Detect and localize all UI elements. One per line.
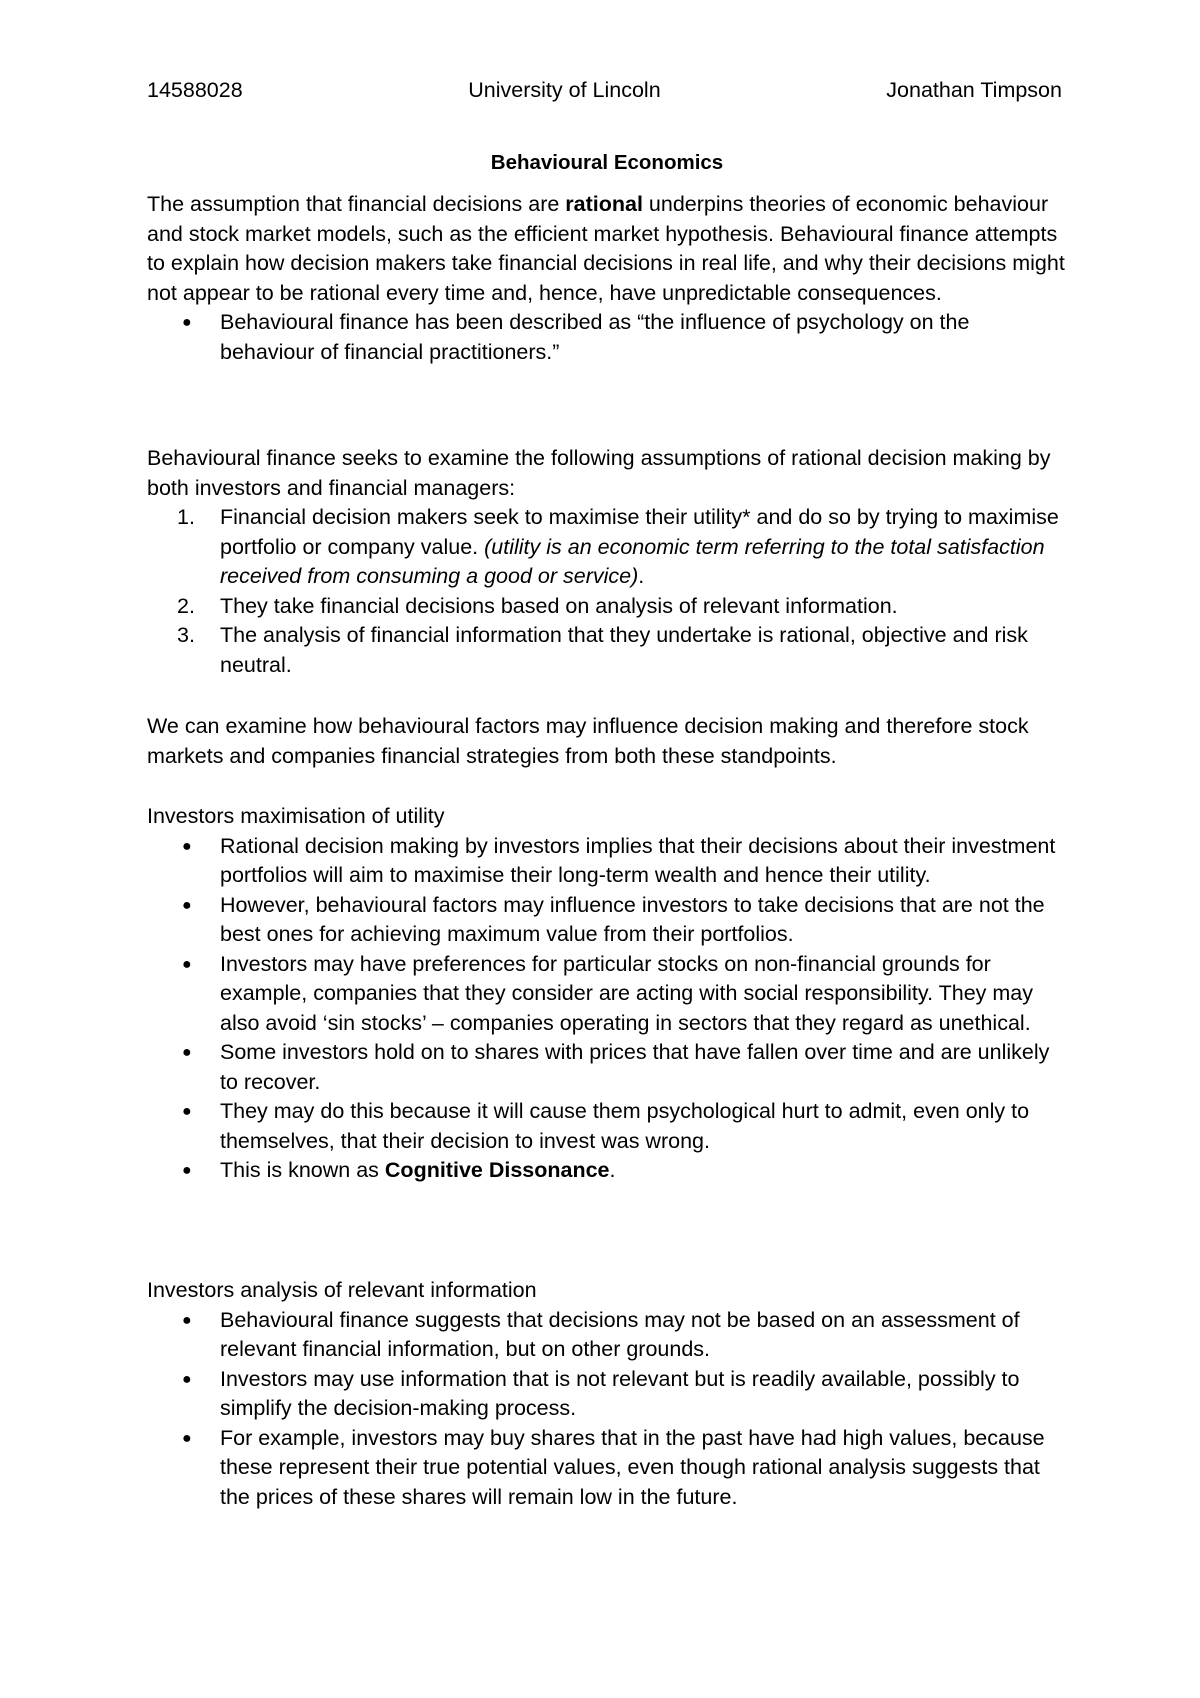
bullet-marker: ●	[182, 1044, 192, 1061]
examine-section	[147, 712, 1067, 771]
list-item-text: Behavioural finance has been described as “the influence of psychology on the behaviour of financial practitioners.”	[220, 310, 970, 364]
list-item	[147, 1306, 1067, 1365]
bullet-marker: ●	[182, 314, 192, 331]
list-item-text: Investors may have preferences for particular stocks on non-financial grounds for example, companies that they consider are acting with social responsibility. They may also avoid ‘sin stocks’ – companies operating in sectors that they regard as unethical.	[220, 951, 1034, 1035]
list-item-text: Rational decision making by investors implies that their decisions about their investment portfolios will aim to maximise their long-term wealth and hence their utility.	[220, 833, 1056, 887]
assumptions-section	[147, 444, 1067, 680]
intro-text-start: The assumption that financial decisions are	[147, 192, 566, 216]
list-item	[147, 1365, 1067, 1424]
assumptions-list	[147, 503, 1067, 680]
numbered-item	[147, 592, 1067, 622]
utility-section	[147, 802, 1067, 1186]
list-item	[147, 1156, 1067, 1186]
numbered-item	[147, 621, 1067, 680]
item-number: 1.	[177, 505, 195, 529]
list-item-tail: .	[609, 1158, 616, 1182]
list-item	[147, 1038, 1067, 1097]
examine-paragraph: We can examine how behavioural factors may influence decision making and therefore stock markets and companies financial strategies from both these standpoints.	[147, 714, 1029, 768]
list-item-text: Some investors hold on to shares with prices that have fallen over time and are unlikely to recover.	[220, 1040, 1050, 1094]
list-item	[147, 832, 1067, 891]
list-item-text: For example, investors may buy shares that in the past have had high values, because these represent their true potential values, even though rational analysis suggests that the prices of these shares will remain low in the future.	[220, 1425, 1045, 1509]
bullet-marker: ●	[182, 896, 192, 914]
bullet-marker: ●	[182, 1311, 192, 1329]
information-section	[147, 1276, 1067, 1512]
item-number: 3.	[177, 623, 195, 647]
utility-bullet-list	[147, 832, 1067, 1186]
intro-text-end: underpins theories of economic behaviour and stock market models, such as the efficient market hypothesis. Behavioural finance attempts to explain how decision makers take financial decisions in real life, and why their decisions might not appear to be rational every time and, hence, have unpredictable consequences.	[147, 192, 1065, 305]
section-heading-information: Investors analysis of relevant information	[147, 1278, 537, 1302]
author-name: Jonathan Timpson	[886, 78, 1062, 102]
list-item	[147, 1424, 1067, 1513]
list-item-text: This is known as	[220, 1158, 385, 1182]
list-item-text: They may do this because it will cause them psychological hurt to admit, even only to themselves, that their decision to invest was wrong.	[220, 1099, 1030, 1153]
numbered-item	[147, 503, 1067, 592]
university-name: University of Lincoln	[468, 78, 661, 102]
intro-paragraph	[147, 190, 1067, 308]
cognitive-dissonance-term: Cognitive Dissonance	[384, 1158, 610, 1182]
document-title: Behavioural Economics	[490, 151, 724, 174]
list-item	[147, 950, 1067, 1039]
list-item	[147, 1097, 1067, 1156]
student-id: 14588028	[147, 78, 243, 102]
list-item	[147, 891, 1067, 950]
item-text: They take financial decisions based on analysis of relevant information.	[220, 593, 898, 618]
list-item-text: However, behavioural factors may influence investors to take decisions that are not the best ones for achieving maximum value from their portfolios.	[220, 892, 1045, 946]
item-text: Financial decision makers seek to maximise their utility* and do so by trying to maximise portfolio or company value.	[220, 505, 1059, 559]
item-italic-note: (utility is an economic term referring to the total satisfaction received from consuming a good or service)	[220, 534, 1045, 588]
item-number: 2.	[177, 593, 195, 618]
information-bullet-list	[147, 1306, 1067, 1513]
bullet-marker: ●	[182, 1370, 192, 1388]
bullet-marker: ●	[182, 955, 192, 973]
bullet-marker: ●	[182, 1103, 192, 1120]
intro-bullet-list	[147, 308, 1067, 367]
assumptions-lead: Behavioural finance seeks to examine the following assumptions of rational decision making by both investors and financial managers:	[147, 446, 1051, 500]
list-item-text: Behavioural finance suggests that decisions may not be based on an assessment of relevant financial information, but on other grounds.	[220, 1307, 1020, 1361]
list-item	[147, 308, 1067, 367]
section-heading-utility: Investors maximisation of utility	[147, 804, 445, 828]
intro-bold-word: rational	[565, 192, 643, 216]
list-item-text: Investors may use information that is not relevant but is readily available, possibly to simplify the decision-making process.	[220, 1366, 1020, 1420]
bullet-marker: ●	[182, 1429, 192, 1447]
intro-section	[147, 190, 1067, 367]
item-tail: .	[638, 564, 645, 588]
bullet-marker: ●	[182, 1162, 192, 1179]
item-text: The analysis of financial information that they undertake is rational, objective and risk neutral.	[220, 623, 1028, 677]
bullet-marker: ●	[182, 837, 192, 855]
page-header	[147, 76, 1062, 106]
